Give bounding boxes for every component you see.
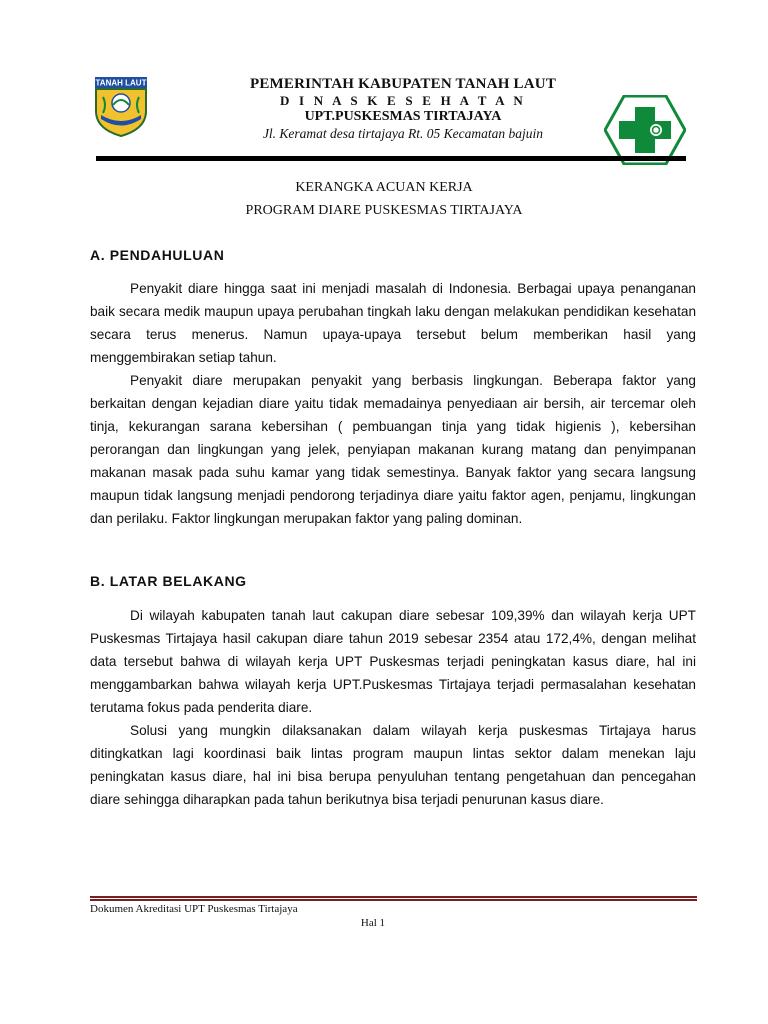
paragraph: Solusi yang mungkin dilaksanakan dalam wilayah kerja puskesmas Tirtajaya harus ditingkatkan lagi koordinasi baik lintas program maupun lintas sektor dalam menekan laju peningkatan kasus diare, hal ini bisa berupa penyuluhan tentang pengetahuan dan pencegahan diare sehingga diharapkan pada tahun berikutnya bisa terjadi penurunan kasus diare. (90, 723, 696, 807)
letterhead (240, 76, 566, 142)
section-body-pendahuluan (90, 277, 696, 530)
svg-text:TANAH LAUT: TANAH LAUT (95, 78, 147, 88)
tanah-laut-emblem-logo (93, 75, 149, 137)
section-heading-pendahuluan: A. PENDAHULUAN (90, 247, 225, 263)
letterhead-divider (96, 156, 686, 161)
document-subtitle: PROGRAM DIARE PUSKESMAS TIRTAJAYA (245, 203, 523, 218)
government-name: PEMERINTAH KABUPATEN TANAH LAUT (249, 76, 557, 92)
paragraph: Penyakit diare hingga saat ini menjadi masalah di Indonesia. Berbagai upaya penanganan baik secara medik maupun upaya perubahan tingkah laku dengan melakukan pendidikan kesehatan secara terus menerus. Namun upaya-upaya tersebut belum memberikan hasil yang menggembirakan setiap tahun. (90, 281, 696, 365)
paragraph: Di wilayah kabupaten tanah laut cakupan diare sebesar 109,39% dan wilayah kerja UPT Puskesmas Tirtajaya hasil cakupan diare tahun 2019 sebesar 2354 atau 172,4%, dengan melihat data tersebut bahwa di wilayah kerja UPT Puskesmas terjadi peningkatan kasus diare, hal ini menggambarkan bahwa wilayah kerja UPT.Puskesmas Tirtajaya terjadi permasalahan kesehatan terutama fokus pada penderita diare. (90, 608, 696, 715)
paragraph: Penyakit diare merupakan penyakit yang berbasis lingkungan. Beberapa faktor yang berkaitan dengan kejadian diare yaitu tidak memadainya penyediaan air bersih, air tercemar oleh tinja, kekurangan sarana kebersihan ( pembuangan tinja yang tidak higienis ), kebersihan perorangan dan lingkungan yang jelek, penyiapan makanan kurang matang dan penyimpanan makanan masak pada suhu kamar yang tidak semestinya. Banyak faktor yang secara langsung maupun tidak langsung menjadi pendorong terjadinya diare yaitu faktor agen, penjamu, lingkungan dan perilaku. Faktor lingkungan merupakan faktor yang paling dominan. (90, 373, 696, 526)
agency-name: D I N A S K E S E H A T A N (280, 93, 526, 108)
page-number: Hal 1 (360, 917, 386, 929)
puskesmas-cross-logo (604, 95, 686, 165)
footer-divider (90, 896, 697, 901)
section-heading-latar-belakang: B. LATAR BELAKANG (90, 573, 247, 589)
address: Jl. Keramat desa tirtajaya Rt. 05 Kecamatan bajuin (262, 126, 544, 141)
section-body-latar-belakang (90, 604, 696, 811)
document-title: KERANGKA ACUAN KERJA (295, 180, 473, 195)
footer-document-label: Dokumen Akreditasi UPT Puskesmas Tirtajaya (90, 903, 298, 915)
puskesmas-name: UPT.PUSKESMAS TIRTAJAYA (304, 109, 502, 124)
